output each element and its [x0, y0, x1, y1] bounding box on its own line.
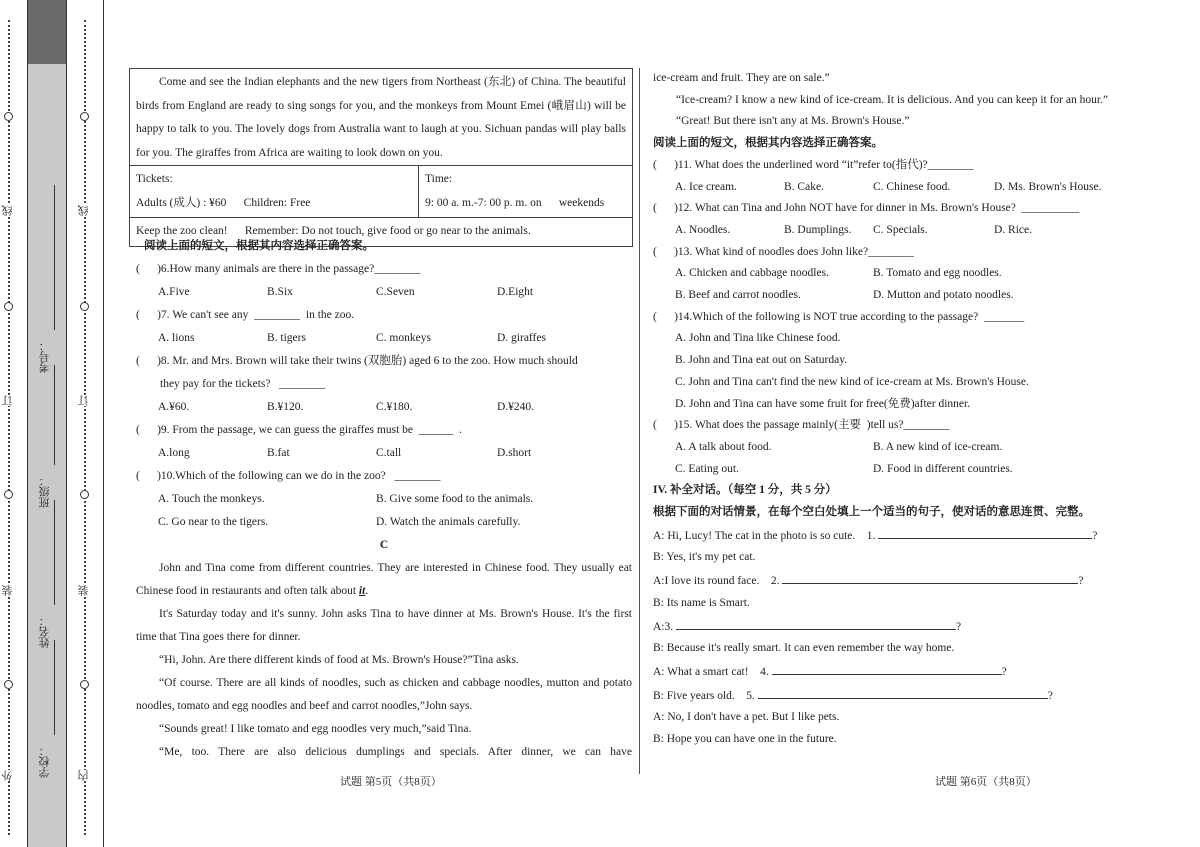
field-id-label: 考号： [39, 340, 51, 373]
page-footer-right: 试题 第6页（共8页） [935, 776, 1037, 788]
field-class-line [54, 365, 55, 465]
field-name-label: 姓名： [39, 615, 51, 648]
option: B. Tomato and egg noodles. [873, 267, 1002, 280]
margin-label: 装 [2, 585, 14, 596]
dialogue-line: A: What a smart cat! 4. ? [653, 660, 1133, 684]
dialogue-line: B: Yes, it's my pet cat. [653, 551, 756, 564]
question-7: ( )7. We can't see any ________ in the zoo. [136, 309, 355, 321]
option: A.¥60. [158, 401, 190, 413]
option: A. lions [158, 332, 195, 344]
dialogue-line: B: Five years old. 5. ? [653, 684, 1133, 708]
options-10 [136, 488, 632, 511]
column-divider [639, 68, 640, 774]
option: B.Six [267, 286, 293, 298]
section-iv-heading: IV. 补全对话。（每空 1 分，共 5 分） [653, 484, 837, 497]
binding-hole [4, 490, 13, 499]
margin-line [66, 0, 67, 847]
question-8-cont: they pay for the tickets? ________ [160, 378, 326, 390]
time-label: Time: [425, 173, 453, 185]
options-7 [136, 327, 632, 350]
option: D.¥240. [497, 401, 535, 413]
instruction: 阅读上面的短文，根据其内容选择正确答案。 [653, 137, 883, 150]
option: B. Cake. [784, 180, 824, 193]
question-10: ( )10.Which of the following can we do in the zoo? ________ [136, 470, 441, 482]
option: A.long [158, 447, 190, 459]
question-11: ( )11. What does the underlined word “it”refer to(指代)?________ [653, 158, 974, 171]
option: D.Eight [497, 286, 534, 298]
margin-label: 订 [2, 395, 14, 406]
time-value: 9: 00 a. m.-7: 00 p. m. on weekends [425, 196, 605, 209]
binding-margin [0, 0, 105, 847]
dark-block [27, 0, 66, 64]
passage-box [129, 68, 633, 247]
question-13: ( )13. What kind of noodles does John like?________ [653, 245, 915, 258]
dialogue-line: B: Because it's really smart. It can even remember the way home. [653, 642, 955, 655]
question-12: ( )12. What can Tina and John NOT have for dinner in Ms. Brown's House? __________ [653, 202, 1080, 215]
binding-hole [80, 112, 89, 121]
option: B. Give some food to the animals. [376, 493, 534, 505]
answer-blank-5[interactable] [758, 684, 1048, 699]
option: C. John and Tina can't find the new kind of ice-cream at Ms. Brown's House. [675, 375, 1029, 388]
page-footer-left: 试题 第5页（共8页） [340, 776, 442, 788]
binding-hole [80, 302, 89, 311]
tickets-cell [130, 166, 419, 217]
binding-hole [4, 302, 13, 311]
option: B. Beef and carrot noodles. [675, 289, 801, 302]
binding-hole [80, 680, 89, 689]
option: C. Eating out. [675, 462, 739, 475]
margin-label: 线 [2, 205, 14, 216]
option: B. tigers [267, 332, 306, 344]
passage-c-continued: “Ice-cream? I know a new kind of ice-cream. It is delicious. And you can keep it for an hour.” [676, 93, 1109, 106]
dialogue-line: A: Hi, Lucy! The cat in the photo is so cute. 1. ? [653, 524, 1133, 548]
options-15 [653, 459, 1133, 481]
option: D. Food in different countries. [873, 462, 1013, 475]
option: D. giraffes [497, 332, 546, 344]
margin-label: 内 [78, 770, 90, 781]
passage-c-paragraph: “Of course. There are all kinds of noodles, such as chicken and cabbage noodles, mutton and potato noodles, tomato and egg noodles and beef and carrot noodles,”John says. [136, 677, 632, 712]
right-column [653, 68, 1133, 751]
option: D. John and Tina can have some fruit for free(免费)after dinner. [675, 397, 971, 410]
field-school-line [54, 640, 55, 735]
passage-c-continued: ice-cream and fruit. They are on sale.” [653, 72, 830, 84]
passage-c-paragraph: “Hi, John. Are there different kinds of food at Ms. Brown's House?”Tina asks. [159, 654, 519, 666]
question-15: ( )15. What does the passage mainly(主要 )tell us?________ [653, 419, 950, 432]
notice-text: Keep the zoo clean! Remember: Do not touch, give food or go near to the animals. [136, 225, 531, 237]
passage-c-paragraph: “Sounds great! I like tomato and egg noodles very much,”said Tina. [159, 723, 472, 735]
binding-hole [4, 112, 13, 121]
binding-hole [4, 680, 13, 689]
question-9: ( )9. From the passage, we can guess the giraffes must be ______ . [136, 424, 462, 436]
dialogue-line: A: No, I don't have a pet. But I like pets. [653, 711, 840, 724]
options-8 [136, 396, 632, 419]
margin-label: 外 [2, 770, 14, 781]
answer-blank-3[interactable] [676, 615, 956, 630]
options-6 [136, 281, 632, 304]
option: B. A new kind of ice-cream. [873, 440, 1003, 453]
passage-c-paragraph: It's Saturday today and it's sunny. John asks Tina to have dinner at Ms. Brown's House. It's the first time that Tina goes there for dinner. [136, 608, 632, 643]
options-15 [653, 437, 1133, 459]
passage-c-continued: “Great! But there isn't any at Ms. Brown's House.” [676, 115, 910, 128]
question-8: ( )8. Mr. and Mrs. Brown will take their twins (双胞胎) aged 6 to the zoo. How much should [136, 355, 578, 367]
option: C. Chinese food. [873, 180, 951, 193]
margin-label: 装 [78, 585, 90, 596]
field-school-label: 学校： [39, 745, 51, 778]
underlined-it: it [358, 585, 366, 597]
option: C.tall [376, 447, 402, 459]
option: B.¥120. [267, 401, 304, 413]
answer-blank-4[interactable] [772, 660, 1002, 675]
passage-c-paragraph: John and Tina come from different countries. They are interested in Chinese food. They usually eat Chinese food in restaurants and often talk about it. [136, 562, 632, 597]
binding-hole [80, 490, 89, 499]
cut-line-outer [8, 20, 10, 835]
margin-label: 订 [78, 395, 90, 406]
option: D. Ms. Brown's House. [994, 180, 1102, 193]
option: C. Specials. [873, 223, 928, 236]
field-name-line [54, 500, 55, 605]
option: D.short [497, 447, 532, 459]
tickets-label: Tickets: [136, 173, 173, 185]
question-14: ( )14.Which of the following is NOT true according to the passage? _______ [653, 310, 1025, 323]
time-cell [419, 166, 610, 217]
tickets-prices: Adults (成人) : ¥60 Children: Free [136, 196, 311, 209]
option: B. John and Tina eat out on Saturday. [675, 354, 848, 367]
option: A. Noodles. [675, 223, 731, 236]
field-class-label: 班级： [39, 475, 51, 508]
options-13 [653, 285, 1133, 307]
dialogue-line: A:3. ? [653, 615, 1133, 639]
option: D. Watch the animals carefully. [376, 516, 521, 528]
dialogue-line: A:I love its round face. 2. ? [653, 569, 1133, 593]
options-13 [653, 263, 1133, 285]
options-11 [653, 177, 1133, 199]
option: A. John and Tina like Chinese food. [675, 332, 841, 345]
ticket-row [130, 165, 632, 217]
margin-line [27, 0, 28, 847]
option: A. Ice cream. [675, 180, 737, 193]
option: B.fat [267, 447, 290, 459]
option: C. monkeys [376, 332, 431, 344]
option: A.Five [158, 286, 190, 298]
options-12 [653, 220, 1133, 242]
option: C.Seven [376, 286, 415, 298]
dialogue-line: B: Its name is Smart. [653, 596, 750, 609]
option: A. Chicken and cabbage noodles. [675, 267, 829, 280]
margin-label: 线 [78, 205, 90, 216]
question-6: ( )6.How many animals are there in the passage?________ [136, 263, 421, 275]
options-10 [136, 511, 632, 534]
passage-c-paragraph: “Me, too. There are also delicious dumplings and specials. After dinner, we can have [159, 746, 632, 758]
option: C.¥180. [376, 401, 413, 413]
dialogue-line: B: Hope you can have one in the future. [653, 733, 837, 746]
option: D. Rice. [994, 223, 1033, 236]
section-c-heading: C [379, 539, 389, 551]
passage-b-text: Come and see the Indian elephants and the new tigers from Northeast (东北) of China. The beautiful birds from England are ready to sing songs for you, and the monkeys from Mount Emei (峨眉山) will be happy to talk to you. The lovely dogs from Australia want to laugh at you. Sichuan pandas will play balls for you. The giraffes from Africa are waiting to look down on you. [136, 76, 626, 159]
option: D. Mutton and potato noodles. [873, 289, 1014, 302]
field-id-line [54, 185, 55, 330]
margin-line [103, 0, 104, 847]
option: B. Dumplings. [784, 223, 852, 236]
option: C. Go near to the tigers. [158, 516, 269, 528]
answer-blank-2[interactable] [782, 569, 1078, 584]
options-9 [136, 442, 632, 465]
answer-blank-1[interactable] [878, 524, 1092, 539]
gray-band [27, 0, 66, 847]
option: A. A talk about food. [675, 440, 772, 453]
instruction: 阅读上面的短文，根据其内容选择正确答案。 [144, 240, 374, 252]
left-questions [136, 235, 632, 764]
option: A. Touch the monkeys. [158, 493, 265, 505]
cut-line-inner [84, 20, 86, 835]
section-iv-instruction: 根据下面的对话情景，在每个空白处填上一个适当的句子，使对话的意思连贯、完整。 [653, 506, 1090, 519]
